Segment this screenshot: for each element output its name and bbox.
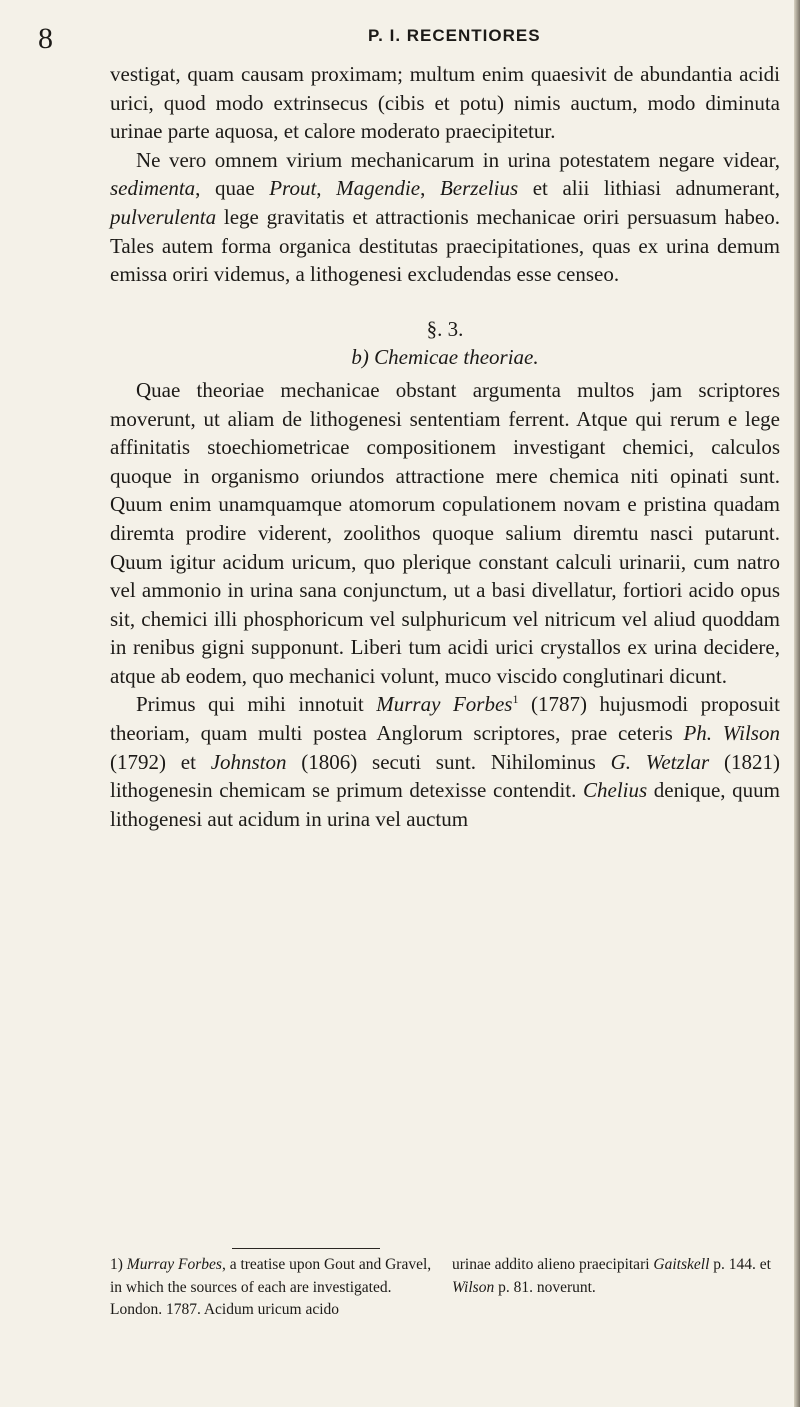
running-head: P. I. RECENTIORES: [368, 26, 541, 45]
text-run: urinae addito alieno praecipitari: [452, 1256, 654, 1273]
text-run: Primus qui mihi innotuit: [136, 692, 377, 717]
footnote-rule: [232, 1248, 380, 1249]
paragraph: [110, 376, 780, 691]
footnote-column-left: [110, 1254, 438, 1322]
text-run: ,: [420, 176, 440, 201]
italic-name: Wilson: [452, 1278, 495, 1296]
page-header: [38, 22, 778, 56]
text-run: 1): [110, 1256, 127, 1273]
italic-name: Murray Forbes: [376, 692, 513, 717]
italic-name: Gaitskell: [653, 1256, 710, 1273]
text-run: denique, quum lithogenesi aut acidum in urina vel auctum: [110, 778, 780, 831]
text-run: p. 81. noverunt.: [494, 1278, 596, 1296]
section-title: [110, 343, 780, 372]
paragraph: [110, 60, 780, 146]
section-title-text: Chemicae theoriae.: [374, 345, 539, 370]
section-number: §. 3.: [426, 316, 464, 341]
text-run: (1821) lithogenesin chemicam se primum detexisse contendit.: [110, 749, 780, 803]
page-number: 8: [38, 22, 53, 55]
italic-name: Chelius: [583, 778, 648, 803]
text-run: ,: [316, 176, 337, 201]
paragraph: [110, 690, 780, 833]
body-text: [110, 60, 780, 833]
italic-name: sedimenta: [110, 176, 196, 201]
italic-name: Murray Forbes: [126, 1256, 222, 1273]
text-run: (1792) et: [110, 749, 211, 774]
italic-name: G. Wetzlar: [610, 749, 710, 774]
footnote-text: [452, 1254, 780, 1299]
paragraph: [110, 146, 780, 289]
italic-name: pulverulenta: [110, 204, 217, 229]
text-run: , a treatise upon Gout and Gravel, in which the sources of each are investigated. London. 1787. Acidum uricum acido: [110, 1256, 432, 1318]
text-run: Quae theoriae mechanicae obstant argumenta multos jam scriptores moverunt, ut aliam de lithogenesi sententiam ferrent. Atque qui rerum e lege affinitatis stoechiometricae compositionem investigant chemici, calculos quoque in organismo oriundos attractione mere chemica niti opinati sunt. Quum enim unamquamque atomorum copulationem novam e pristina quadam diremta prodire viderent, zoolithos quoque salium diremtu nasci putarunt. Quum igitur acidum uricum, quo plerique constant calculi urinarii, cum natro vel ammonio in urina sana conjunctum, ut a basi divellatur, fortiori acido opus sit, chemici illi phosphoricum vel sulphuricum vel nitricum vel aliud quoddam in renibus gigni supponunt. Liberi tum acidi urici crystallos ex urina decidere, atque ab eodem, quo mechanici volunt, muco viscido conglutinari dicunt.: [110, 377, 780, 688]
italic-name: Magendie: [336, 176, 421, 201]
text-run: vestigat, quam causam proximam; multum enim quaesivit de abundantia acidi urici, quod modo extrinsecus (cibis et potu) nimis auctum, modo diminuta urinae parte aquosa, et calore moderato praecipitetur.: [110, 62, 780, 144]
footnote-marker: 1: [512, 692, 519, 707]
text-run: , quae: [195, 176, 270, 201]
footnote-text: [110, 1254, 438, 1322]
italic-name: Berzelius: [439, 176, 519, 201]
footnotes: [110, 1254, 780, 1322]
text-run: lege gravitatis et attractionis mechanicae oriri persuasum habeo. Tales autem forma organica destitutas praecipitationes, quas ex urina demum emissa oriri videmus, a lithogenesi excludendas esse censeo.: [110, 204, 780, 287]
italic-name: Prout: [269, 176, 317, 201]
text-run: et alii lithiasi adnumerant,: [518, 176, 780, 201]
footnote-column-right: [452, 1254, 780, 1322]
text-run: (1787) hujusmodi proposuit theoriam, quam multi postea Anglorum scriptores, prae ceteris: [110, 692, 780, 746]
text-run: (1806) secuti sunt. Nihilominus: [286, 749, 611, 774]
section-title-letter: b): [351, 345, 369, 370]
italic-name: Ph. Wilson: [683, 721, 780, 746]
italic-name: Johnston: [210, 749, 287, 774]
text-run: Ne vero omnem virium mechanicarum in urina potestatem negare videar,: [136, 147, 780, 172]
page-edge-shadow: [794, 0, 800, 1407]
text-run: p. 144. et: [709, 1256, 771, 1273]
